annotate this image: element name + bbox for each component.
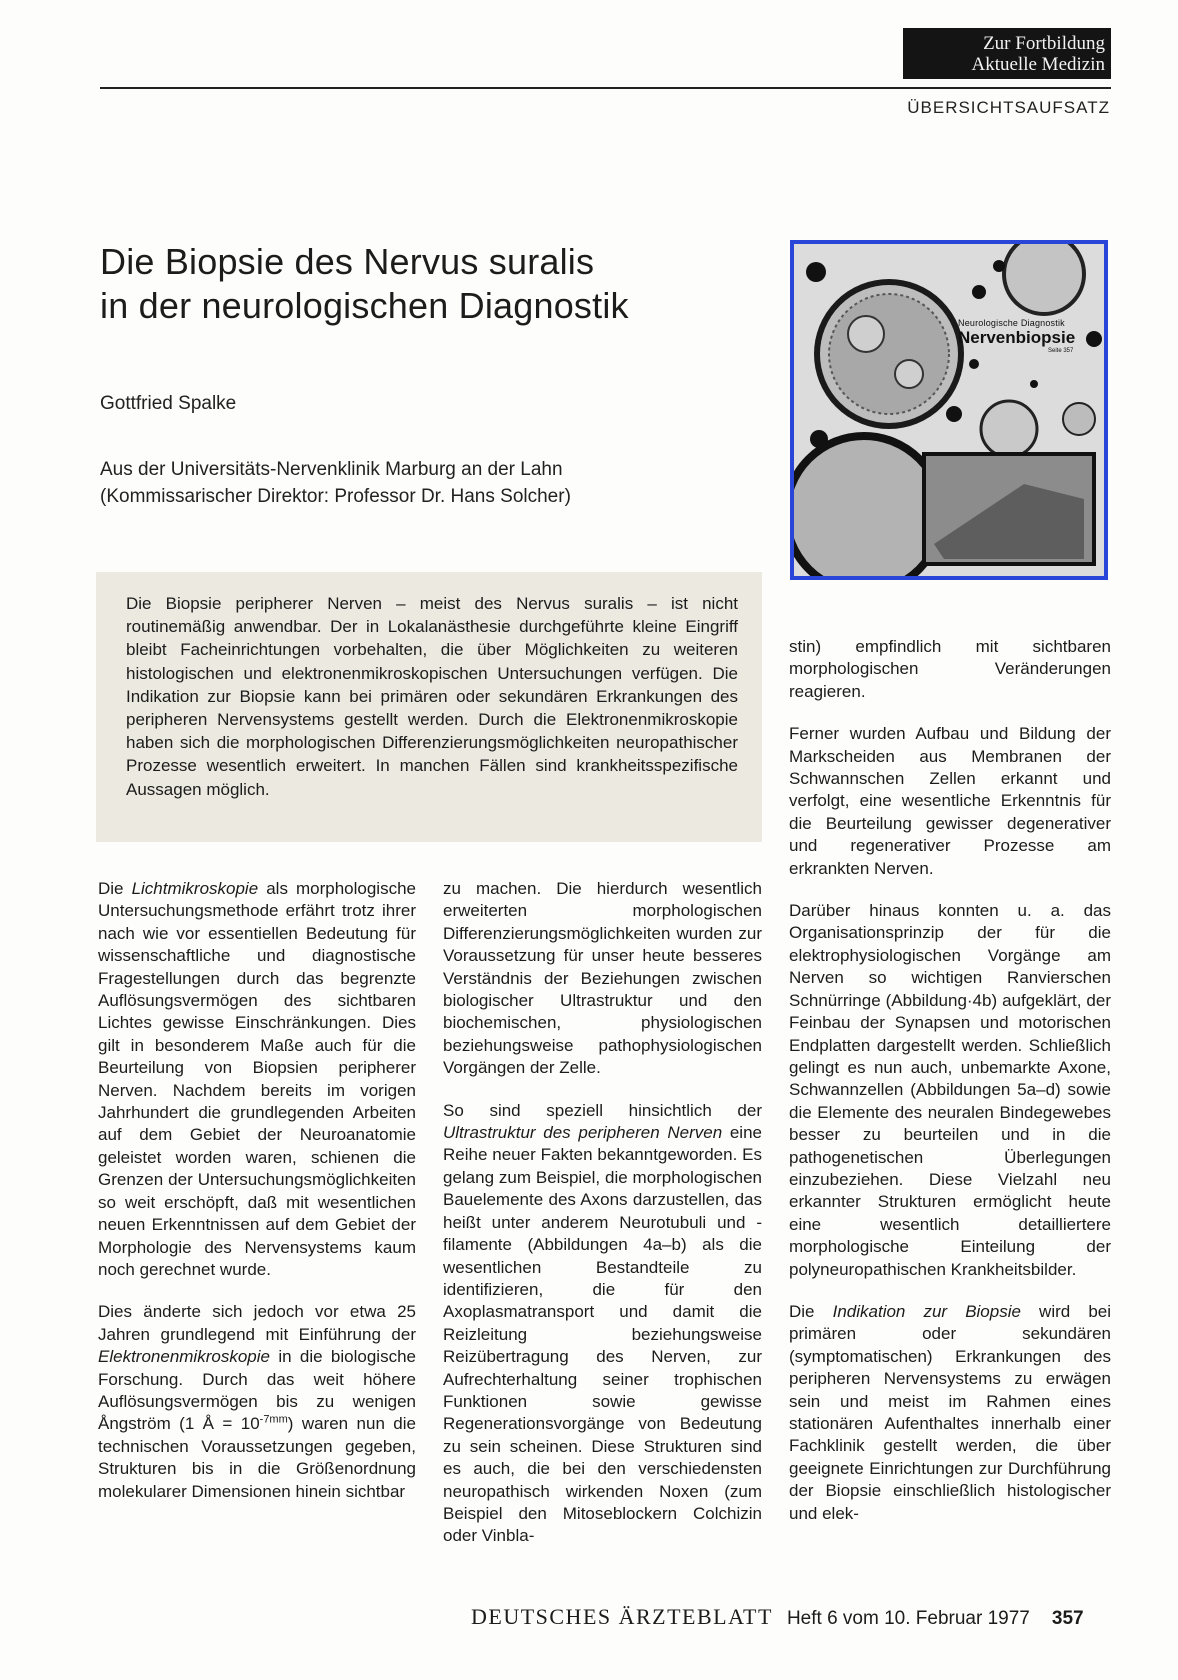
- paragraph: stin) empfindlich mit sichtbaren morphologischen Veränderungen reagieren.: [789, 637, 1111, 701]
- emphasis: Indikation zur Biopsie: [832, 1301, 1021, 1321]
- paragraph: zu machen. Die hierdurch wesentlich erweiterten morphologischen Differenzierungsmöglichkeiten wurden zur Voraussetzung für unser heute besseres Verständnis der Beziehungen zwischen biologischer Ultrastruktur und den biochemischen, physiologischen beziehungsweise pathophysiologischen Vorgängen der Zelle.: [443, 879, 762, 1078]
- affiliation-line-1: Aus der Universitäts-Nervenklinik Marburg an der Lahn: [100, 459, 563, 480]
- cover-title: Nervenbiopsie: [958, 328, 1076, 347]
- cover-page-ref: Seite 357: [1048, 348, 1074, 354]
- micrograph-illustration: [794, 244, 1104, 576]
- text-run: ) waren nun die technischen Voraussetzungen gegeben, Strukturen bis in die Größenordnung molekularer Dimensionen hinein sichtbar: [98, 1414, 416, 1501]
- article-title: [100, 240, 629, 328]
- paragraph: Darüber hinaus konnten u. a. das Organisationsprinzip der für die elektrophysiologischen Vorgänge am Nerven so wichtigen Ranvierschen Schnürringe (Abbildung·4b) aufgeklärt, der Feinbau der Synapsen und motorischen Endplatten dargestellt werden. Schließlich gelingt es nun auch, unbemarkte Axone, Schwannzellen (Abbildungen 5a–d) sowie die Elemente des neuralen Bindegewebes besser zu beurteilen und in die pathogenetischen Überlegungen einzubeziehen. Diese Vielzahl neu erkannter Strukturen ermöglicht heute eine wesentlich detailliertere morphologische Einteilung der polyneuropathischen Krankheitsbilder.: [789, 901, 1111, 1279]
- text-run: So sind speziell hinsichtlich der: [443, 1100, 762, 1120]
- affiliation: [100, 456, 571, 510]
- cover-image: [790, 240, 1108, 580]
- badge-line-2: Aktuelle Medizin: [971, 54, 1105, 75]
- abstract-text: Die Biopsie peripherer Nerven – meist des Nervus suralis – ist nicht routinemäßig anwendbar. Der in Lokalanästhesie durchgeführte kleine Eingriff bleibt Facheinrichtungen vorbehalten, die über Möglichkeiten zu weiteren histologischen und elektronenmikroskopischen Untersuchungen verfügen. Die Indikation zur Biopsie kann bei primären oder sekundären Erkrankungen des peripheren Nervensystems gestellt werden. Durch die Elektronenmikroskopie haben sich die morphologischen Differenzierungsmöglichkeiten neuropathischer Prozesse wesentlich erweitert. In manchen Fällen sind krankheitsspezifische Aussagen möglich.: [126, 594, 738, 799]
- badge-line-1: Zur Fortbildung: [983, 33, 1105, 54]
- superscript: -7mm: [259, 1413, 288, 1426]
- emphasis: Lichtmikroskopie: [131, 879, 259, 898]
- text-run: Die: [789, 1301, 833, 1321]
- paragraph: [98, 878, 416, 1281]
- text-run: als morphologische Untersuchungsmethode erfährt trotz ihrer nach wie vor essentiellen Bedeutung für wissenschaftliche und diagnostische Fragestellungen durch das begrenzte Auflösungsvermögen des sichtbaren Lichtes gewisse Einschränkungen. Dies gilt in besonderem Maße auch für die Beurteilung von Biopsien peripherer Nerven. Nachdem bereits im vorigen Jahrhundert die grundlegenden Arbeiten auf dem Gebiet der Neuroanatomie geleistet worden waren, schienen die Grenzen der Untersuchungsmöglichkeiten so weit erschöpft, daß mit wesentlichen neuen Erkenntnissen auf dem Gebiet der Morphologie des Nervensystems kaum noch gerechnet wurde.: [98, 879, 416, 1279]
- paragraph: [443, 1100, 762, 1548]
- title-line-1: Die Biopsie des Nervus suralis: [100, 241, 595, 282]
- section-badge: [903, 28, 1111, 79]
- paragraph: [789, 1301, 1111, 1525]
- text-run: eine Reihe neuer Fakten bekanntgeworden. Es gelang zum Beispiel, die morphologischen Bauelemente des Axons darzustellen, das heißt unter anderem Neurotubuli und -filamente (Abbildungen 4a–b) als die wesentlichen Bestandteile zu identifizieren, die für den Axoplasmatransport und damit die Reizleitung beziehungsweise Reizübertragung des Nerven, zur Aufrechterhaltung seiner trophischen Funktionen sowie gewisse Regenerationsvorgänge von Bedeutung zu sein scheinen. Diese Strukturen sind es auch, die bei den verschiedensten neuropathisch wirkenden Noxen (zum Beispiel den Mitoseblockern Colchizin oder Vinbla-: [443, 1123, 762, 1546]
- emphasis: Ultrastruktur des peripheren Nerven: [443, 1123, 723, 1143]
- header-rule: [100, 87, 1111, 89]
- section-label: ÜBERSICHTSAUFSATZ: [907, 98, 1110, 117]
- paragraph: [98, 1301, 416, 1503]
- paragraph: Ferner wurden Aufbau und Bildung der Markscheiden aus Membranen der Schwannschen Zellen erkannt und verfolgt, eine wesentliche Erkenntnis für die Beurteilung gewisser degenerativer und regenerativer Prozesse am erkrankten Nerven.: [789, 724, 1111, 878]
- page-footer: [471, 1604, 1084, 1630]
- issue-info: Heft 6 vom 10. Februar 1977: [786, 1608, 1030, 1629]
- title-line-2: in der neurologischen Diagnostik: [100, 285, 629, 326]
- text-run: wird bei primären oder sekundären (symptomatischen) Erkrankungen des peripheren Nervensystems zu erwägen sein und meist im Rahmen eines stationären Aufenthaltes innerhalb einer Fachklinik gestellt werden, die über geeignete Einrichtungen zur Durchführung der Biopsie einschließlich histologischer und elek-: [789, 1301, 1111, 1523]
- journal-name: DEUTSCHES ÄRZTEBLATT: [471, 1604, 773, 1629]
- body-column-3: [789, 636, 1111, 1545]
- emphasis: Elektronenmikroskopie: [98, 1347, 270, 1367]
- cover-caption: [958, 318, 1075, 354]
- affiliation-line-2: (Kommissarischer Direktor: Professor Dr. Hans Solcher): [100, 486, 571, 507]
- page-number: 357: [1051, 1608, 1084, 1629]
- author: Gottfried Spalke: [100, 393, 237, 414]
- abstract-box: [96, 572, 762, 842]
- text-run: Dies änderte sich jedoch vor etwa 25 Jahren grundlegend mit Einführung der: [98, 1302, 416, 1344]
- cover-kicker: Neurologische Diagnostik: [958, 318, 1065, 328]
- text-run: in die biologische Forschung. Durch das weit höhere Auflösungsvermögen bis zu wenigen Ångström (1 Å = 10: [98, 1347, 416, 1434]
- text-run: Die: [98, 879, 132, 898]
- body-column-1: [98, 878, 416, 1523]
- body-column-2: [443, 878, 762, 1568]
